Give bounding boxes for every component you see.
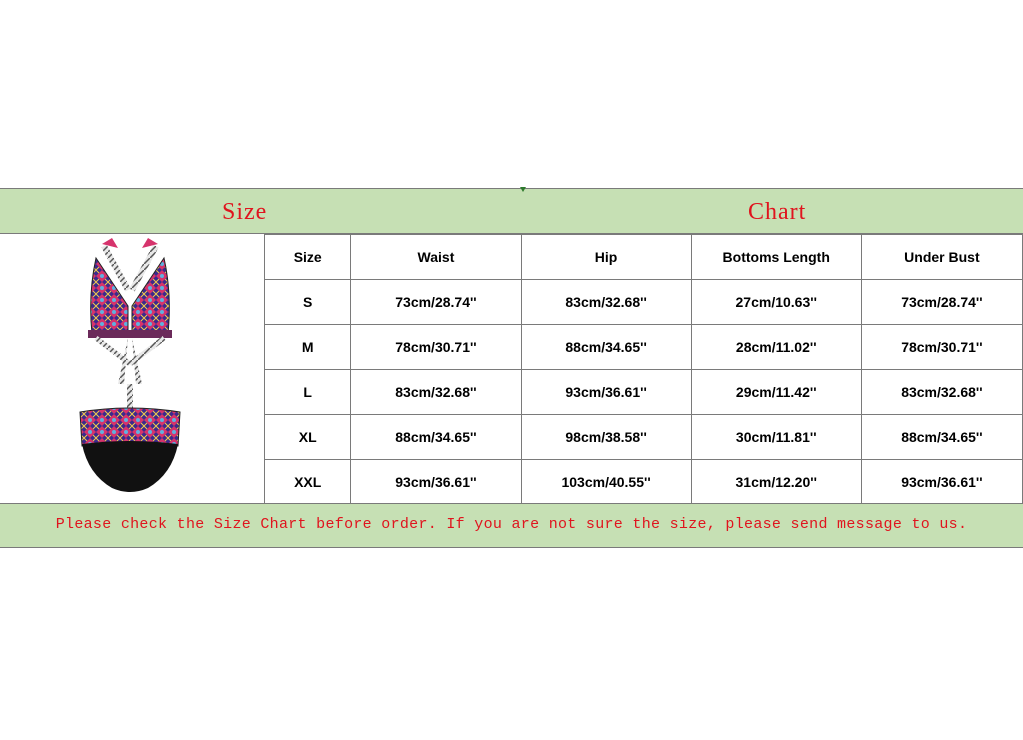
cell-hip: 93cm/36.61'': [521, 370, 691, 415]
cell-bottoms-length: 27cm/10.63'': [691, 280, 861, 325]
cell-waist: 83cm/32.68'': [351, 370, 521, 415]
column-header-under-bust: Under Bust: [861, 235, 1022, 280]
cell-bottoms-length: 29cm/11.42'': [691, 370, 861, 415]
cell-hip: 83cm/32.68'': [521, 280, 691, 325]
cell-under-bust: 93cm/36.61'': [861, 460, 1022, 505]
footer-band: [0, 503, 1023, 548]
cell-waist: 73cm/28.74'': [351, 280, 521, 325]
header-title-chart: Chart: [748, 199, 807, 225]
cell-under-bust: 88cm/34.65'': [861, 415, 1022, 460]
size-chart: [0, 188, 1023, 548]
cell-bottoms-length: 31cm/12.20'': [691, 460, 861, 505]
cell-size: L: [265, 370, 351, 415]
cell-hip: 103cm/40.55'': [521, 460, 691, 505]
decorative-mark: [520, 187, 526, 192]
cell-size: XXL: [265, 460, 351, 505]
cell-under-bust: 73cm/28.74'': [861, 280, 1022, 325]
product-image: [0, 234, 264, 503]
cell-waist: 93cm/36.61'': [351, 460, 521, 505]
column-header-hip: Hip: [521, 235, 691, 280]
table-row: [265, 415, 1023, 460]
footer-note: Please check the Size Chart before order. If you are not sure the size, please send message to us.: [55, 516, 968, 533]
column-header-bottoms-length: Bottoms Length: [691, 235, 861, 280]
cell-waist: 88cm/34.65'': [351, 415, 521, 460]
table-row: [265, 325, 1023, 370]
column-header-waist: Waist: [351, 235, 521, 280]
cell-bottoms-length: 30cm/11.81'': [691, 415, 861, 460]
table-row: [265, 370, 1023, 415]
cell-bottoms-length: 28cm/11.02'': [691, 325, 861, 370]
column-header-size: Size: [265, 235, 351, 280]
cell-size: S: [265, 280, 351, 325]
bikini-icon: [0, 234, 264, 503]
cell-under-bust: 78cm/30.71'': [861, 325, 1022, 370]
cell-size: M: [265, 325, 351, 370]
cell-size: XL: [265, 415, 351, 460]
cell-hip: 98cm/38.58'': [521, 415, 691, 460]
table-row: [265, 280, 1023, 325]
cell-hip: 88cm/34.65'': [521, 325, 691, 370]
table-row: [265, 460, 1023, 505]
size-table: [264, 234, 1023, 505]
table-header-row: [265, 235, 1023, 280]
cell-under-bust: 83cm/32.68'': [861, 370, 1022, 415]
header-title-size: Size: [222, 199, 268, 225]
header-band: [0, 188, 1023, 234]
cell-waist: 78cm/30.71'': [351, 325, 521, 370]
